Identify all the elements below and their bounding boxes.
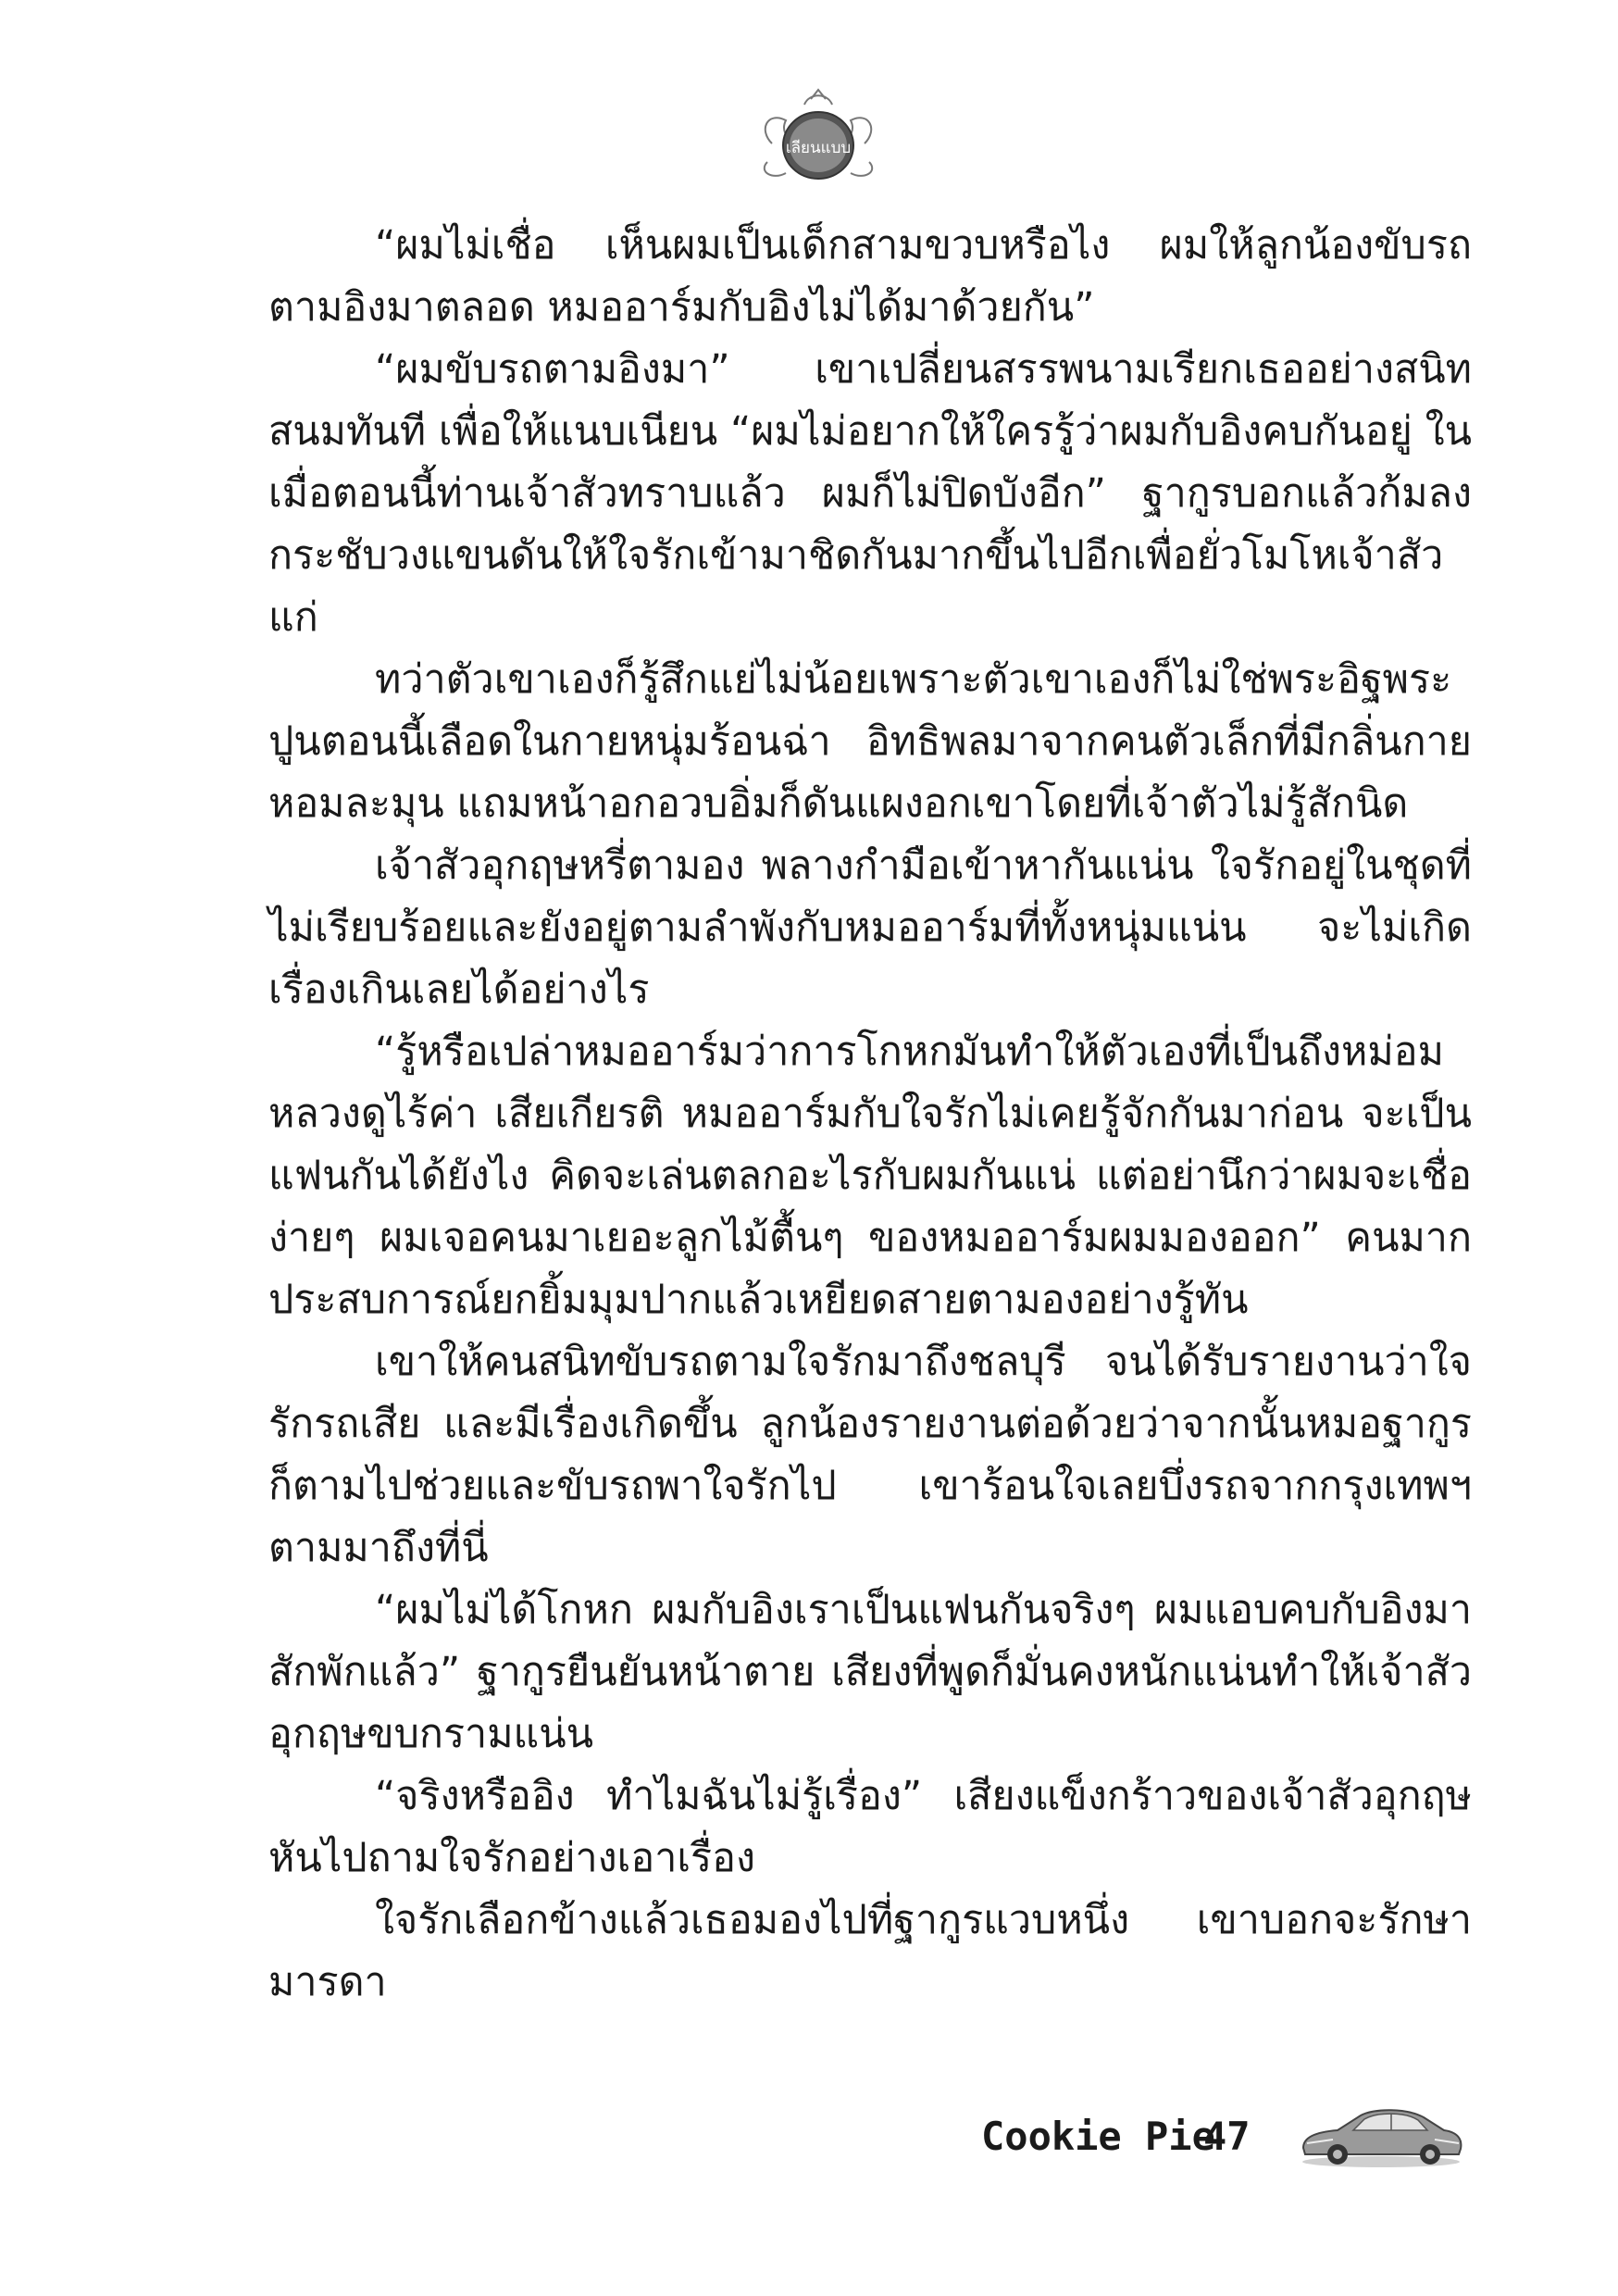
paragraph: “ผมขับรถตามอิงมา” เขาเปลี่ยนสรรพนามเรียกเธออย่างสนิทสนมทันที เพื่อให้แนบเนียน “ผมไม่อยากให้ใครรู้ว่าผมกับอิงคบกันอยู่ ในเมื่อตอนนี้ท่านเจ้าสัวทราบแล้ว ผมก็ไม่ปิดบังอีก” ฐากูรบอกแล้วก้มลงกระชับวงแขนดันให้ใจรักเข้ามาชิดกันมากขึ้นไปอีกเพื่อยั่วโมโหเจ้าสัวแก่ bbox=[268, 346, 1472, 641]
paragraph: ใจรักเลือกข้างแล้วเธอมองไปที่ฐากูรแวบหนึ่ง เขาบอกจะรักษามารดา bbox=[268, 1897, 1472, 2005]
car-icon bbox=[1296, 2097, 1467, 2171]
paragraph: เขาให้คนสนิทขับรถตามใจรักมาถึงชลบุรี จนได้รับรายงานว่าใจรักรถเสีย และมีเรื่องเกิดขึ้น ลูกน้องรายงานต่อด้วยว่าจากนั้นหมอฐากูรก็ตามไปช่วยและขับรถพาใจรักไป เขาร้อนใจเลยบึ่งรถจากกรุงเทพฯ ตามมาถึงที่นี่ bbox=[268, 1339, 1472, 1571]
paragraph: “ผมไม่เชื่อ เห็นผมเป็นเด็กสามขวบหรือไง ผมให้ลูกน้องขับรถตามอิงมาตลอด หมออาร์มกับอิงไม่ได้มาด้วยกัน” bbox=[268, 222, 1472, 331]
paragraph: “ผมไม่ได้โกหก ผมกับอิงเราเป็นแฟนกันจริงๆ ผมแอบคบกับอิงมาสักพักแล้ว” ฐากูรยืนยันหน้าตาย เสียงที่พูดก็มั่นคงหนักแน่นทำให้เจ้าสัวอุกฤษขบกรามแน่น bbox=[268, 1587, 1472, 1757]
body-text bbox=[268, 215, 1472, 2014]
paragraph: “จริงหรืออิง ทำไมฉันไม่รู้เรื่อง” เสียงแข็งกร้าวของเจ้าสัวอุกฤษหันไปถามใจรักอย่างเอาเรื่อง bbox=[268, 1773, 1472, 1881]
book-title: Cookie Pie bbox=[981, 2114, 1215, 2159]
page-footer bbox=[981, 2088, 1481, 2190]
emblem-text: เลียนแบบ bbox=[785, 139, 852, 157]
ornamental-crest-icon bbox=[753, 88, 883, 190]
page-number: 47 bbox=[1203, 2114, 1251, 2159]
paragraph: “รู้หรือเปล่าหมออาร์มว่าการโกหกมันทำให้ตัวเองที่เป็นถึงหม่อมหลวงดูไร้ค่า เสียเกียรติ หมออาร์มกับใจรักไม่เคยรู้จักกันมาก่อน จะเป็นแฟนกันได้ยังไง คิดจะเล่นตลกอะไรกับผมกันแน่ แต่อย่านึกว่าผมจะเชื่อง่ายๆ ผมเจอคนมาเยอะลูกไม้ตื้นๆ ของหมออาร์มผมมองออก” คนมากประสบการณ์ยกยิ้มมุมปากแล้วเหยียดสายตามองอย่างรู้ทัน bbox=[268, 1029, 1472, 1323]
paragraph: เจ้าสัวอุกฤษหรี่ตามอง พลางกำมือเข้าหากันแน่น ใจรักอยู่ในชุดที่ไม่เรียบร้อยและยังอยู่ตามลำพังกับหมออาร์มที่ทั้งหนุ่มแน่น จะไม่เกิดเรื่องเกินเลยได้อย่างไร bbox=[268, 842, 1472, 1013]
paragraph: ทว่าตัวเขาเองก็รู้สึกแย่ไม่น้อยเพราะตัวเขาเองก็ไม่ใช่พระอิฐพระปูนตอนนี้เลือดในกายหนุ่มร้อนฉ่า อิทธิพลมาจากคนตัวเล็กที่มีกลิ่นกายหอมละมุน แถมหน้าอกอวบอิ่มก็ดันแผงอกเขาโดยที่เจ้าตัวไม่รู้สักนิด bbox=[268, 656, 1472, 827]
